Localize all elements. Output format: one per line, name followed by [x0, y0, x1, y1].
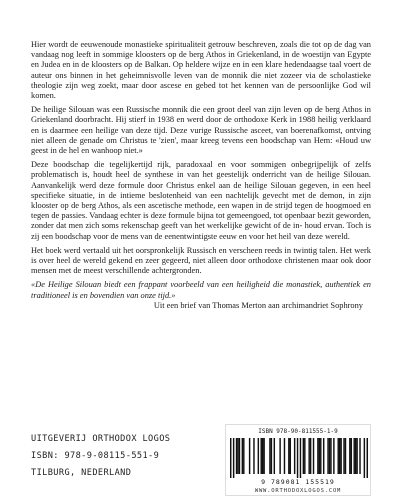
barcode-bar	[279, 438, 280, 474]
barcode-bar	[269, 438, 270, 474]
barcode-bar	[300, 438, 301, 478]
barcode-bar	[355, 438, 356, 474]
barcode-bar	[343, 438, 344, 474]
barcode-bar	[319, 438, 320, 474]
publisher-website: WWW.ORTHODOXLOGOS.COM	[254, 488, 342, 494]
quote-attribution: Uit een brief van Thomas Merton aan archimandriet Sophrony	[153, 300, 363, 310]
barcode-icon	[230, 438, 368, 478]
barcode-bar	[258, 438, 259, 474]
barcode-bar	[356, 438, 357, 474]
barcode-bar	[329, 438, 330, 474]
barcode-isbn-label: ISBN 978-90-811555-1-9	[258, 428, 338, 435]
barcode-bar	[237, 438, 238, 474]
barcode-bar	[333, 438, 334, 474]
barcode-bar	[249, 438, 250, 474]
barcode-bar	[243, 438, 244, 474]
barcode-digits: 9 789081 155519	[261, 478, 335, 486]
barcode-bar	[290, 438, 291, 474]
barcode-bar	[313, 438, 314, 474]
barcode-bar	[230, 438, 231, 478]
barcode-bar	[323, 438, 324, 474]
blurb-paragraph-3: Deze boodschap die tegelijkertijd rijk, paradoxaal en voor sommigen onbegrijpelijk of zelfs problematisch is, houdt heel de synthese in van het geestelijk onderricht van de heilige Silouan. Aanvankelijk werd deze formule door Christus enkel aan de heilige Silouan gegeven, in een heel specifieke situatie, in de intieme beslotenheid van een nachtelijk gevecht met de demon, in zijn klooster op de berg Athos, als een ascetische methode, een wapen in de strijd tegen de hoogmoed en tegen de passies. Vandaag echter is deze formule bijna tot gemeengoed, tot openbaar bezit geworden, zonder dat men zich soms rekenschap geeft van het werkelijke gewicht of de in- houd ervan. Toch is zij een boodschap voor de mens van de eenentwintigste eeuw en voor het heil van deze wereld.	[31, 160, 371, 241]
blurb-paragraph-2: De heilige Silouan was een Russische monnik die een groot deel van zijn leven op de berg Athos in Griekenland doorbracht. Hij stierf in 1938 en werd door de orthodoxe Kerk in 1988 heilig verklaard en is daarmee een heilige van deze tijd. Deze vurige Russische asceet, van boerenafkomst, ontving niet alleen de genade om Christus te 'zien', maar kreeg tevens een boodschap van Hem: «Houd uw geest in de hel en wanhoop niet.»	[31, 105, 371, 156]
barcode-bar	[351, 438, 352, 474]
barcode-bar	[303, 438, 304, 474]
back-cover	[31, 40, 378, 496]
barcode-bar	[294, 438, 295, 474]
publisher-isbn: ISBN: 978-9-08115-551-9	[31, 451, 160, 461]
merton-quote: «De Heilige Silouan biedt een frappant voorbeeld van een heiligheid die monastiek, authentiek en traditioneel is en bovendien van onze tijd.»	[31, 280, 371, 300]
barcode-bar	[261, 438, 262, 474]
blurb-text-block	[31, 40, 371, 311]
barcode-bar	[308, 438, 309, 474]
barcode-bar	[274, 438, 275, 474]
barcode-bar	[330, 438, 331, 474]
barcode-bar	[367, 438, 368, 478]
barcode-bar	[253, 438, 254, 474]
barcode-bar	[359, 438, 360, 474]
barcode-bar	[288, 438, 289, 474]
barcode-bar	[353, 438, 354, 474]
barcode-bar	[340, 438, 341, 474]
barcode-bar	[271, 438, 272, 474]
barcode-bar	[297, 438, 298, 478]
barcode-bar	[339, 438, 340, 474]
barcode-panel	[225, 424, 371, 496]
publisher-name: UITGEVERIJ ORTHODOX LOGOS	[31, 434, 171, 444]
publisher-city: TILBURG, NEDERLAND	[31, 468, 132, 478]
barcode-bar	[233, 438, 234, 478]
barcode-bar	[304, 438, 305, 474]
barcode-bar	[263, 438, 264, 474]
blurb-paragraph-1: Hier wordt de eeuwenoude monastieke spiritualiteit getrouw beschreven, zoals die tot op de dag van vandaag nog leeft in sommige kloosters op de berg Athos in Griekenland, in de woestijn van Egypte en Judea en in de kloosters op de Balkan. Op heldere wijze en in een klare hedendaagse taal voert de auteur ons binnen in het geheimnisvolle leven van de monnik die niet zozeer via de scholastieke theologie zijn weg zoekt, maar door ascese en gebed tot het kennen van de persoonlijke God wil komen.	[31, 40, 371, 101]
barcode-bar	[242, 438, 243, 474]
barcode-bar	[284, 438, 285, 474]
blurb-paragraph-4: Het boek werd vertaald uit het oorspronkelijk Russisch en verscheen reeds in twintig talen. Het werk is over heel de wereld gekend en zeer gegeerd, niet alleen door orthodoxe christenen maar ook door mensen met de meest verschillende achtergronden.	[31, 245, 371, 276]
barcode-bar	[262, 438, 263, 474]
barcode-bar	[327, 438, 328, 474]
barcode-bar	[236, 438, 237, 474]
barcode-bar	[349, 438, 350, 474]
barcode-bar	[345, 438, 346, 474]
barcode-bar	[310, 438, 311, 474]
publisher-info	[31, 431, 170, 482]
barcode-bar	[337, 438, 338, 474]
barcode-bar	[317, 438, 318, 474]
barcode-bar	[239, 438, 240, 474]
barcode-bar	[320, 438, 321, 474]
barcode-bar	[364, 438, 365, 478]
